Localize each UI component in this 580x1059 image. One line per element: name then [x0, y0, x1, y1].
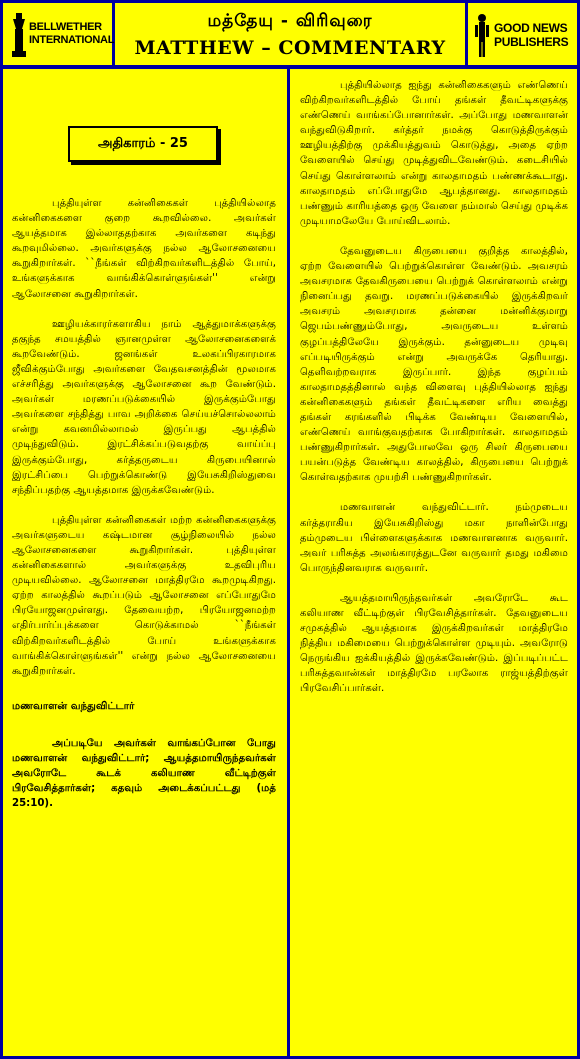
section-subheading: மணவாளன் வந்துவிட்டார்: [12, 700, 135, 712]
good-news-logo: [465, 3, 577, 65]
chapter-label: அதிகாரம் - 25: [68, 126, 218, 162]
right-logo-text: GOOD NEWS PUBLISHERS: [494, 21, 569, 49]
right-paragraph-2: தேவனுடைய கிருபையை குறித்த காலத்தில், ஏற்ற வேளையில் பெற்றுக்கொள்ள வேண்டும். அவசரம் அவசரமாக தேவகிருபையை பெற்றுக் கொள்ளலாம் என்று நினைப்பது தவறு. மரணப்படுக்கையில் இருக்கிறவர் அவசரம் அவசரமாக தன்னை மன்னிக்குமாறு ஜெபம்பண்ணும்போது, அவருடைய உள்ளம் குழப்பத்திலேயே இருக்கும். தன்னுடைய முடிவு எப்படியிருக்கும் என்று அவருக்கே தெரியாது. தெளிவற்றவராக இருப்பார். இந்த குழப்பம் காலதாமதத்தினால் வந்த விளைவு புத்தியில்லாத ஐந்து கன்னிகைகளும் தங்கள் தீவட்டிகளை எரிய வைத்து தங்கள் கரங்களில் பிடிக்க வேண்டிய வேளையில், எண்ணெய் வாங்குவதற்காக போகிறார்கள். காலதாமதம் பண்ணுகிறார்கள். அதுபோலவே ஒரு சிலர் கிருபையை பயன்படுத்த வேண்டிய காலத்தில், கிருபையை பெற்றுக் கொள்வதற்காக முயற்சி பண்ணுகிறார்கள்.: [300, 245, 568, 484]
scripture-quote: அப்படியே அவர்கள் வாங்கப்போன போது மணவாளன் வந்துவிட்டார்; ஆயத்தமாயிருந்தவர்கள் அவரோடே கூடக் கலியாண வீட்டிற்குள் பிரவேசித்தார்கள்; கதவும் அடைக்கப்பட்டது (மத் 25:10).: [12, 737, 276, 810]
title-english: MATTHEW – COMMENTARY: [134, 37, 446, 59]
column-divider: [287, 66, 290, 1059]
figure-icon: [474, 13, 490, 59]
title-tamil: மத்தேயு - விரிவுரை: [207, 11, 373, 31]
left-logo-text: BELLWETHER INTERNATIONAL: [29, 21, 115, 46]
bell-tower-icon: [11, 13, 27, 59]
left-paragraph-1: புத்தியுள்ள கன்னிகைகள் புத்தியில்லாத கன்னிகைகளை குறை கூறவில்லை. அவர்கள் ஆயத்தமாக இல்லாததற்காக அவர்களை கடிந்து கூறவுமில்லை. அவர்களுக்கு நல்ல ஆலோசனையை கூறுகிறார்கள். ``நீங்கள் விற்கிறவர்களிடத்தில் போய், உங்களுக்காக வாங்கிக்கொள்ளுங்கள்'' என்று ஆலோசனை கூறுகிறார்கள்.: [12, 198, 276, 300]
right-paragraph-3: மணவாளன் வந்துவிட்டார். நம்முடைய கர்த்தராகிய இயேசுகிறிஸ்து மகா நாளின்போது தம்முடைய பிள்ளைகளுக்காக மணவாளனாக வருவார். அவர் பரிசுத்த அலங்காரத்துடனே வருவார் தமது மகிமை பொருந்தினவராக வருவார்.: [300, 502, 568, 574]
right-paragraph-4: ஆயத்தமாயிருந்தவர்கள் அவரோடே கூட கலியாண வீட்டிற்குள் பிரவேசித்தார்கள். தேவனுடைய சமுகத்தில் ஆயத்தமாக இருக்கிறவர்கள் மாத்திரமே நித்திய மகிமையை பெற்றுக்கொள்ள முடியும். அவரோடு நெருங்கிய ஐக்கியத்தில் இருக்கவேண்டும். இப்படிப்பட்ட பரிசுத்தவான்கள் மாத்திரமே பரலோக ராஜ்யத்திற்குள் பிரவேசிப்பார்கள்.: [300, 592, 568, 695]
left-paragraph-3: புத்தியுள்ள கன்னிகைகள் மற்ற கன்னிகைகளுக்கு அவர்களுடைய கஷ்டமான சூழ்நிலையில் நல்ல ஆலோசனைகளை கூறுகிறார்கள். புத்தியுள்ள கன்னிகைகளால் அவர்களுக்கு உதவிபுரிய முடியவில்லை. ஆலோசனை மாத்திரமே கூறமுடிகிறது. ஏற்ற காலத்தில் கூறப்படும் ஆலோசனை எப்போதுமே பிரயோஜனமுள்ளது. தேவையற்ற, பிரயோஜனமற்ற எதிர்பார்ப்புக்களை கொடுக்காமல் ``நீங்கள் விற்கிறவர்களிடத்தில் போய் உங்களுக்காக வாங்கிக்கொள்ளுங்கள்'' என்று நல்ல ஆலோசனையை கூறுகிறார்கள்.: [12, 514, 276, 677]
left-column: [12, 78, 276, 826]
right-paragraph-1: புத்தியில்லாத ஐந்து கன்னிகைகளும் எண்ணெய் விற்கிறவர்களிடத்தில் போய் தங்கள் தீவட்டிகளுக்கு எண்ணெய் வாங்கப்போனார்கள். அப்போது மணவாளன் வந்துவிடுகிறார். கர்த்தர் நமக்கு கொடுத்திருக்கும் ஊழியத்திற்கு முக்கியத்துவம் கொடுத்து, அதை ஏற்ற வேளையில் செய்து முடித்துவிடவேண்டும். கடைசியில் செய்து கொள்ளலாம் என்று காலதாமதம் பண்ணக்கூடாது. காலதாமதம் எப்போதுமே ஆபத்தானது. காலதாமதம் பண்ணும் காரியத்தை ஒரு வேளை நம்மால் செய்து முடிக்க முடியாமலேயே போய்விடலாம்.: [300, 80, 568, 227]
left-paragraph-2: ஊழியக்காரர்களாகிய நாம் ஆத்துமாக்களுக்கு தகுந்த சமயத்தில் ஞானமுள்ள ஆலோசனைகளைக் கூறவேண்டும். ஜனங்கள் உலகப்பிரகாரமாக ஜீவிக்கும்போது அவர்களை வேதவசனத்தின் மூலமாக எச்சரித்து அவர்களுக்கு ஆலோசனை கூற வேண்டும். அவர்கள் மரணப்படுக்கையில் இருக்கும்போது அவர்களை சந்தித்து பாவ அறிக்கை செய்யச்சொல்லலாம் என்று கவனமில்லாமல் இருப்பது ஆபத்தில் முடிந்துவிடும். இரட்சிக்கப்படுவதற்கு வாய்ப்பு இருக்கும்போது, கர்த்தருடைய கிருபையினால் இரட்சிப்பை பெற்றுக்கொண்டு இயேசுகிறிஸ்துவை சந்திப்பதற்கு ஆயத்தமாக இருக்கவேண்டும்.: [12, 318, 276, 496]
right-column: [300, 78, 568, 712]
title-box: [115, 3, 465, 65]
header: [0, 0, 580, 68]
bellwether-logo: [3, 3, 115, 65]
